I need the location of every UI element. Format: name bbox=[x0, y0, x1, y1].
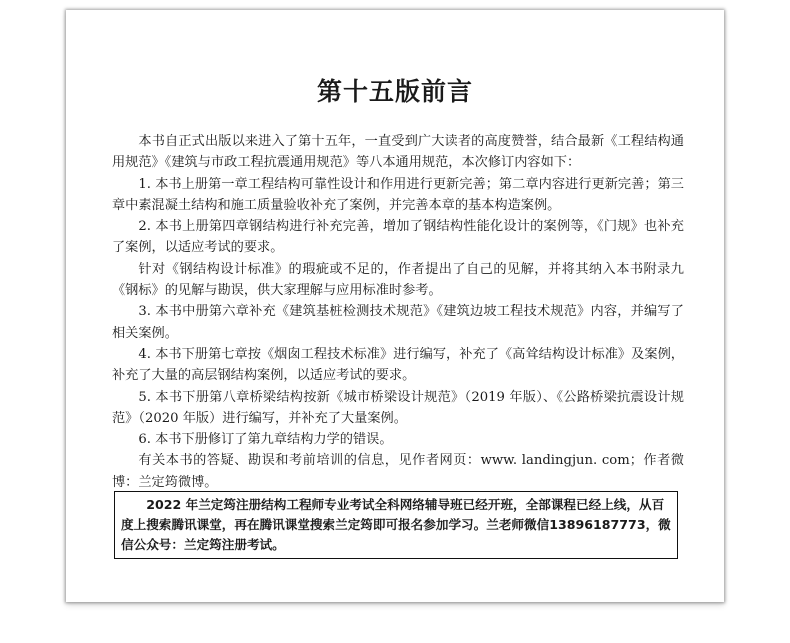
document-page bbox=[66, 10, 724, 602]
paragraph-intro: 本书自正式出版以来进入了第十五年，一直受到广大读者的高度赞誉，结合最新《工程结构通用规范》《建筑与市政工程抗震通用规范》等八本通用规范，本次修订内容如下： bbox=[112, 134, 684, 171]
paragraph-contact: 有关本书的答疑、勘误和考前培训的信息，见作者网页：www. landingjun. com；作者微博：兰定筠微博。 bbox=[112, 453, 684, 490]
course-notice-box: 2022 年兰定筠注册结构工程师专业考试全科网络辅导班已经开班，全部课程已经上线，从百度上搜索腾讯课堂，再在腾讯课堂搜索兰定筠即可报名参加学习。兰老师微信13896187773，微信公众号：兰定筠注册考试。 bbox=[114, 491, 678, 559]
preface-body bbox=[112, 131, 684, 493]
page-title: 第十五版前言 bbox=[316, 77, 473, 106]
paragraph-item-6: 6. 本书下册修订了第九章结构力学的错误。 bbox=[138, 432, 393, 448]
paragraph-item-5: 5. 本书下册第八章桥梁结构按新《城市桥梁设计规范》（2019 年版）、《公路桥梁抗震设计规范》（2020 年版）进行编写，并补充了大量案例。 bbox=[112, 389, 684, 426]
paragraph-steel-note: 针对《钢结构设计标准》的瑕疵或不足的，作者提出了自己的见解，并将其纳入本书附录九《钢标》的见解与勘误，供大家理解与应用标准时参考。 bbox=[112, 261, 684, 299]
paragraph-item-3: 3. 本书中册第六章补充《建筑基桩检测技术规范》《建筑边坡工程技术规范》内容，并编写了相关案例。 bbox=[112, 304, 684, 341]
paragraph-item-1: 1. 本书上册第一章工程结构可靠性设计和作用进行更新完善；第二章内容进行更新完善；第三章中素混凝土结构和施工质量验收补充了案例，并完善本章的基本构造案例。 bbox=[112, 176, 684, 213]
paragraph-item-2: 2. 本书上册第四章钢结构进行补充完善，增加了钢结构性能化设计的案例等，《门规》也补充了案例，以适应考试的要求。 bbox=[112, 219, 684, 256]
paragraph-item-4: 4. 本书下册第七章按《烟囱工程技术标准》进行编写，补充了《高耸结构设计标准》及案例，补充了大量的高层钢结构案例，以适应考试的要求。 bbox=[112, 346, 684, 384]
